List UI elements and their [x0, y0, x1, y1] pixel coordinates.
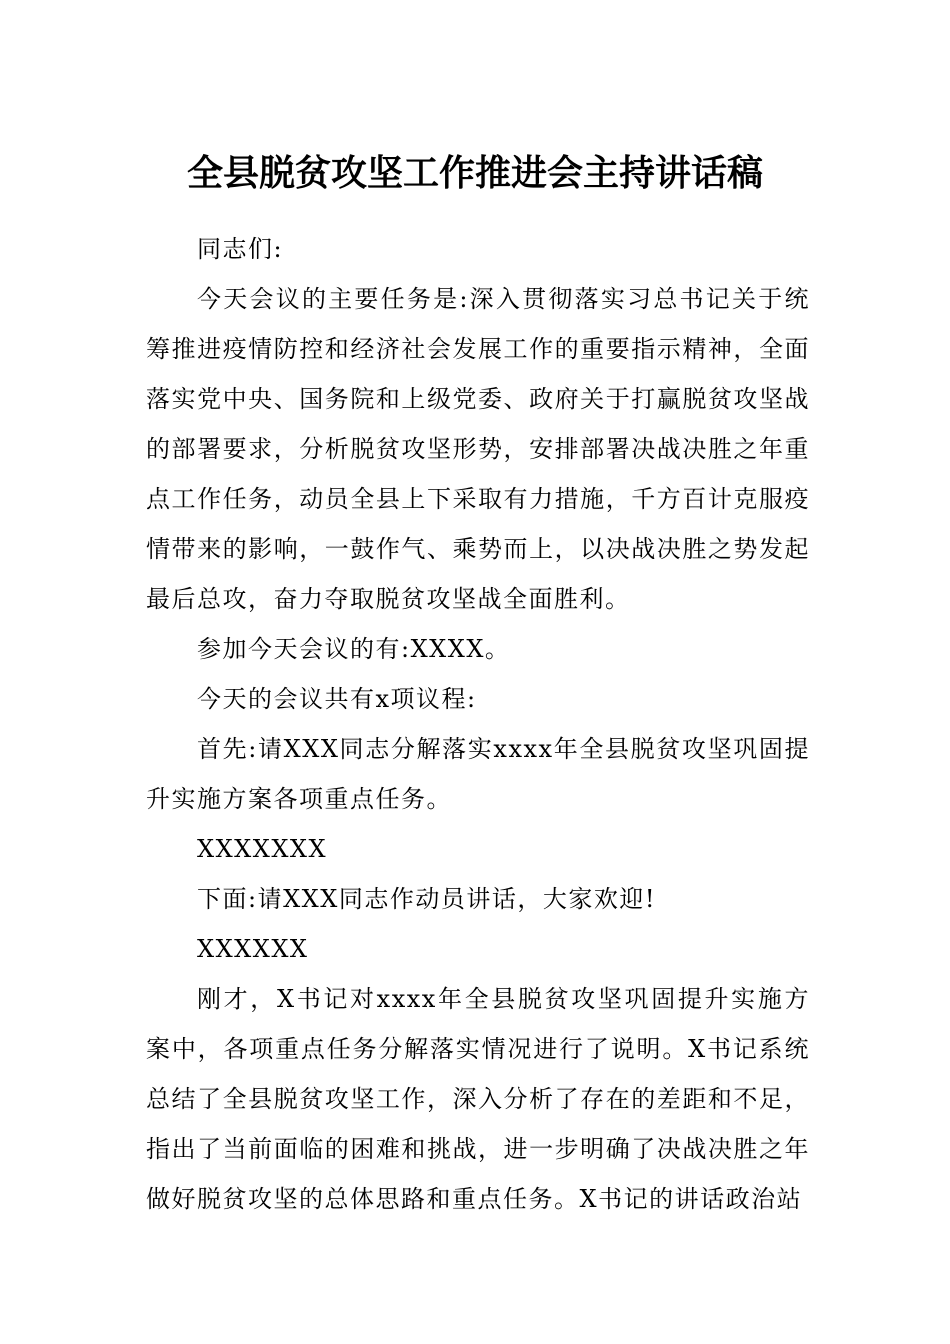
paragraph-placeholder-1: XXXXXXX [197, 835, 328, 863]
paragraph-attendees: 参加今天会议的有:XXXX。 [197, 635, 511, 663]
paragraph-summary: 刚才，X书记对xxxx年全县脱贫攻坚巩固提升实施方案中，各项重点任务分解落实情况进行了说明。X书记系统总结了全县脱贫攻坚工作，深入分析了存在的差距和不足，指出了当前面临的困难和挑战，进一步明确了决战决胜之年做好脱贫攻坚的总体思路和重点任务。X书记的讲话政治站 [146, 985, 810, 1213]
paragraph-meeting-tasks: 今天会议的主要任务是:深入贯彻落实习总书记关于统筹推进疫情防控和经济社会发展工作的重要指示精神，全面落实党中央、国务院和上级党委、政府关于打赢脱贫攻坚战的部署要求，分析脱贫攻坚形势，安排部署决战决胜之年重点工作任务，动员全县上下采取有力措施，千方百计克服疫情带来的影响，一鼓作气、乘势而上，以决战决胜之势发起最后总攻，奋力夺取脱贫攻坚战全面胜利。 [146, 285, 810, 613]
paragraph-placeholder-2: XXXXXX [197, 935, 309, 963]
paragraph-salutation: 同志们: [197, 235, 284, 263]
paragraph-agenda-count: 今天的会议共有x项议程: [197, 685, 477, 713]
paragraph-agenda-next: 下面:请XXX同志作动员讲话，大家欢迎! [197, 885, 656, 913]
document-title: 全县脱贫攻坚工作推进会主持讲话稿 [186, 152, 763, 194]
paragraph-agenda-first: 首先:请XXX同志分解落实xxxx年全县脱贫攻坚巩固提升实施方案各项重点任务。 [146, 735, 810, 813]
document-body [146, 224, 810, 1224]
